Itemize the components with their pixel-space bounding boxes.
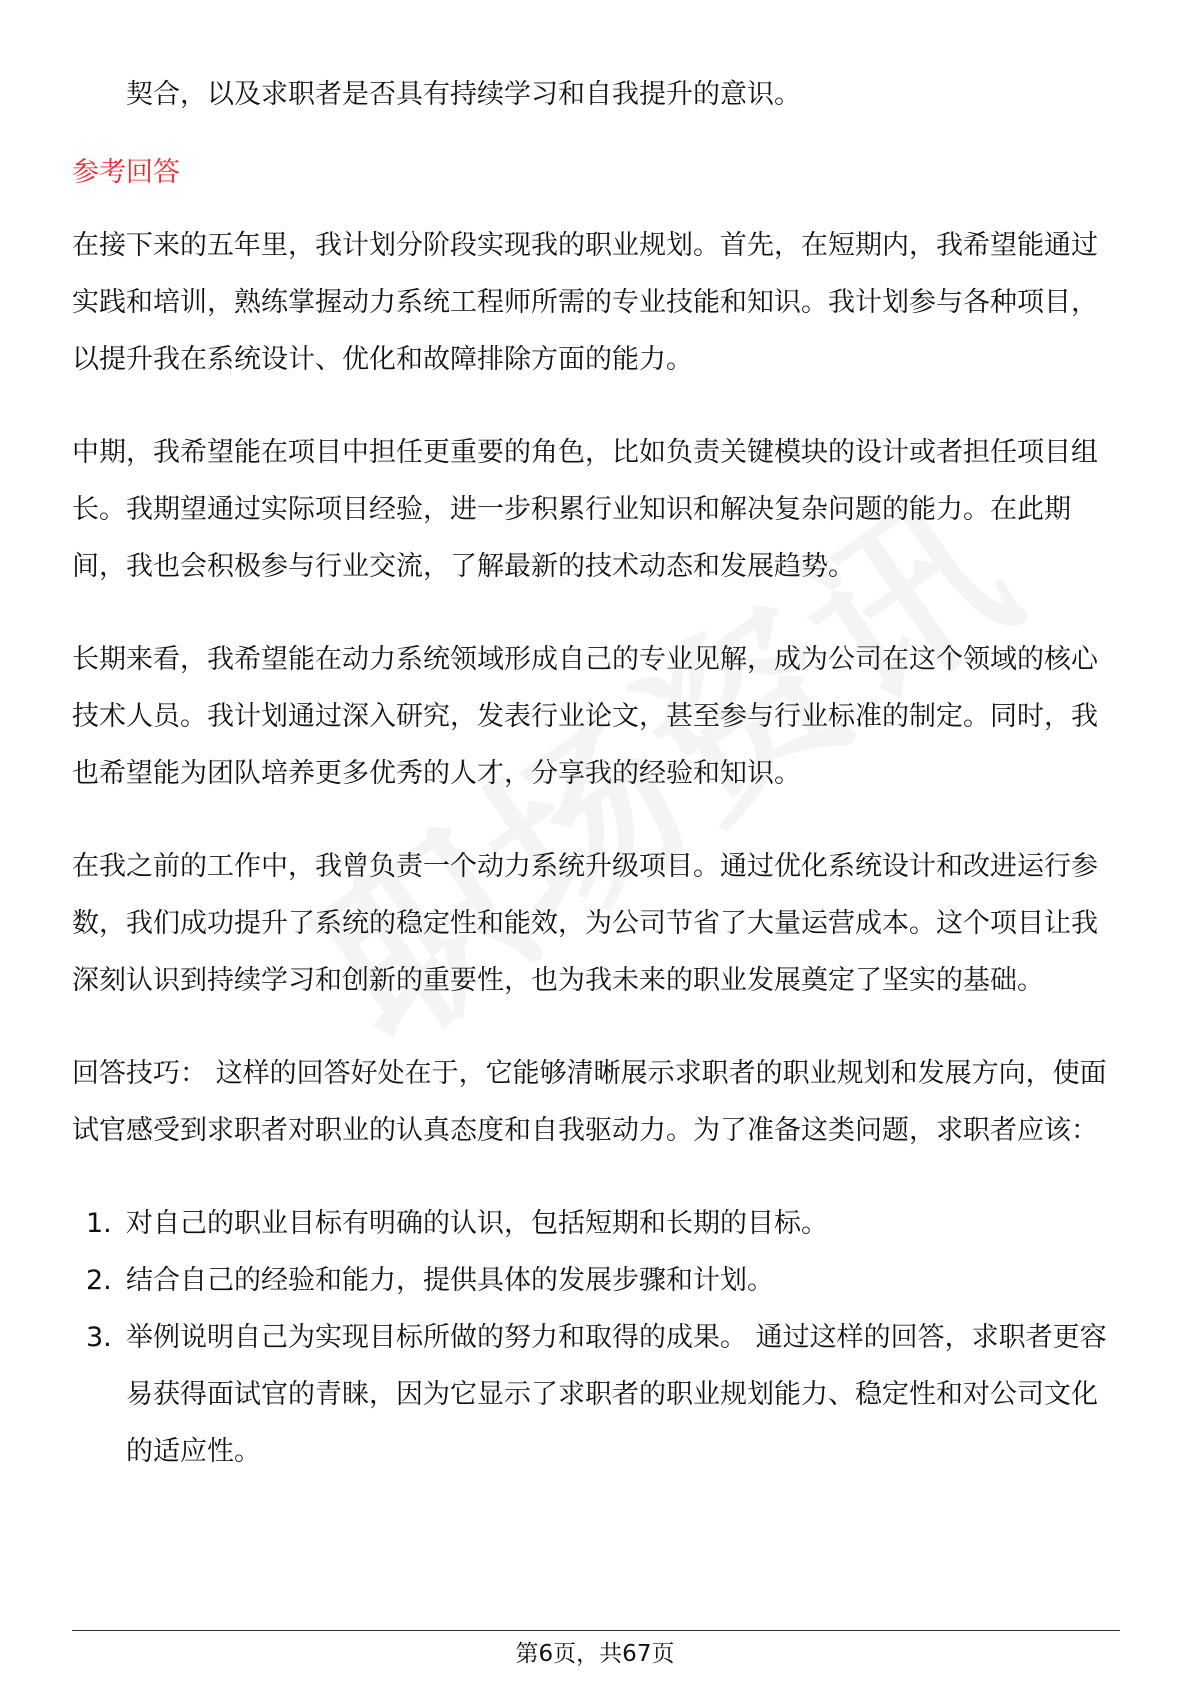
list-number: 3. (86, 1322, 112, 1353)
list-item (72, 1309, 1120, 1480)
footer-divider (72, 1630, 1120, 1631)
answer-paragraph: 中期，我希望能在项目中担任更重要的角色，比如负责关键模块的设计或者担任项目组长。我期望通过实际项目经验，进一步积累行业知识和解决复杂问题的能力。在此期间，我也会积极参与行业交流，了解最新的技术动态和发展趋势。 (72, 437, 1098, 582)
list-item (72, 1195, 1120, 1252)
list-item-text: 对自己的职业目标有明确的认识，包括短期和长期的目标。 (126, 1208, 828, 1239)
tips-paragraph: 回答技巧： 这样的回答好处在于，它能够清晰展示求职者的职业规划和发展方向，使面试官感受到求职者对职业的认真态度和自我驱动力。为了准备这类问题，求职者应该： (72, 1058, 1107, 1146)
answer-paragraph: 在我之前的工作中，我曾负责一个动力系统升级项目。通过优化系统设计和改进运行参数，我们成功提升了系统的稳定性和能效，为公司节省了大量运营成本。这个项目让我深刻认识到持续学习和创新的重要性，也为我未来的职业发展奠定了坚实的基础。 (72, 851, 1098, 996)
list-item-text: 结合自己的经验和能力，提供具体的发展步骤和计划。 (126, 1265, 774, 1296)
page-number: 第6页，共67页 (515, 1641, 675, 1667)
list-item-text: 举例说明自己为实现目标所做的努力和取得的成果。 通过这样的回答，求职者更容易获得面试官的青睐，因为它显示了求职者的职业规划能力、稳定性和对公司文化的适应性。 (126, 1322, 1107, 1467)
intro-continuation: 契合，以及求职者是否具有持续学习和自我提升的意识。 (126, 79, 801, 110)
list-number: 2. (86, 1265, 112, 1296)
tips-list (72, 1195, 1120, 1480)
list-number: 1. (86, 1208, 112, 1239)
answer-paragraph: 长期来看，我希望能在动力系统领域形成自己的专业见解，成为公司在这个领域的核心技术人员。我计划通过深入研究，发表行业论文，甚至参与行业标准的制定。同时，我也希望能为团队培养更多优秀的人才，分享我的经验和知识。 (72, 644, 1098, 789)
page-content (72, 66, 1120, 1480)
answer-paragraph: 在接下来的五年里，我计划分阶段实现我的职业规划。首先，在短期内，我希望能通过实践和培训，熟练掌握动力系统工程师所需的专业技能和知识。我计划参与各种项目，以提升我在系统设计、优化和故障排除方面的能力。 (72, 230, 1098, 375)
section-heading: 参考回答 (72, 157, 180, 188)
list-item (72, 1252, 1120, 1309)
